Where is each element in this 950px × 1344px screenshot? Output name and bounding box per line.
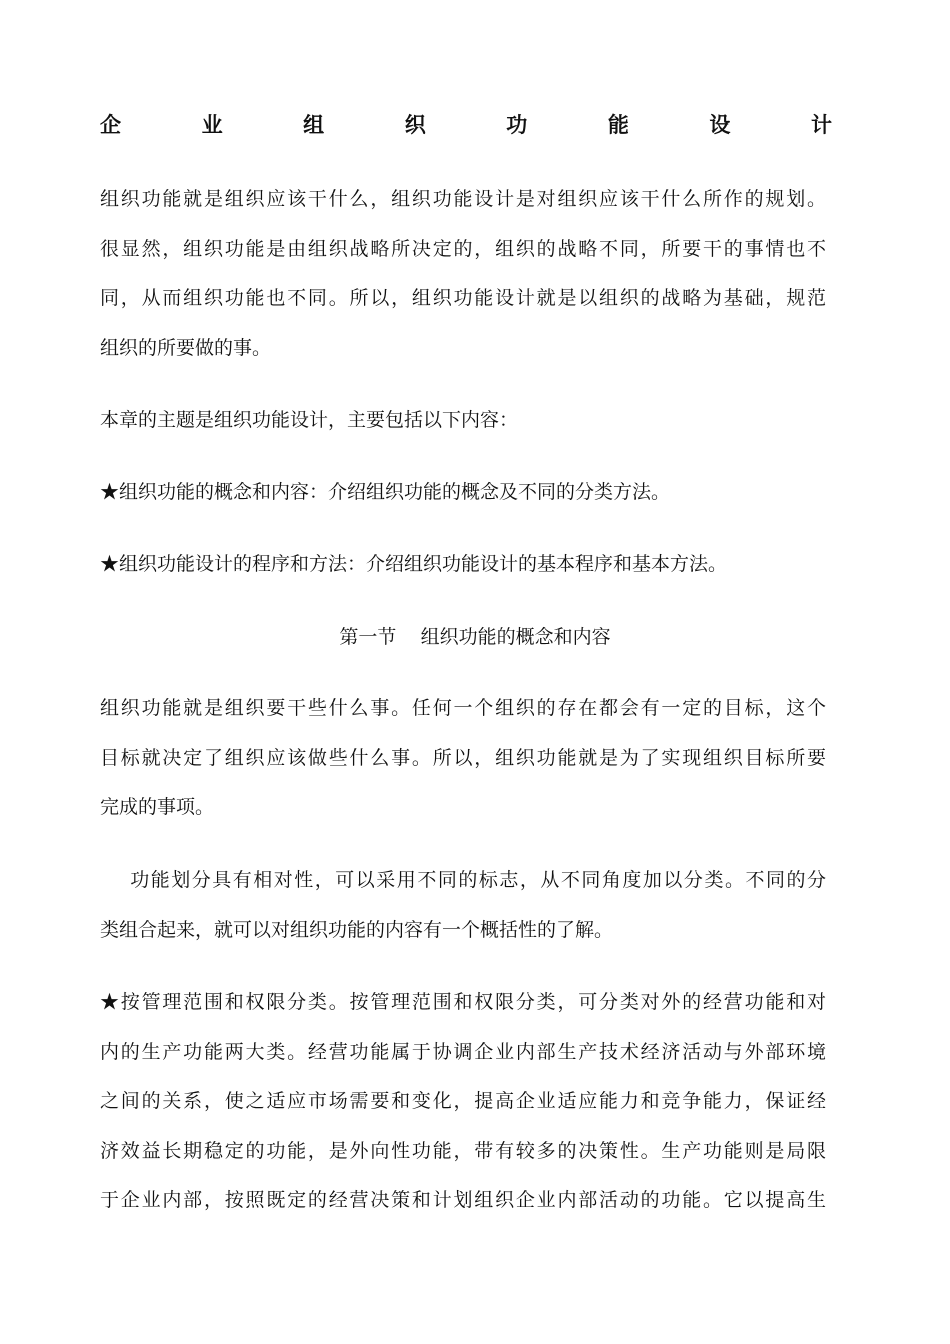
paragraph-line: 功能划分具有相对性，可以采用不同的标志，从不同角度加以分类。不同的分 bbox=[100, 869, 826, 891]
section-heading: 第一节 组织功能的概念和内容 bbox=[339, 626, 611, 648]
classification-paragraph bbox=[100, 856, 826, 955]
paragraph-line: 组织功能就是组织应该干什么，组织功能设计是对组织应该干什么所作的规划。 bbox=[100, 188, 826, 210]
title-char: 组 bbox=[303, 112, 325, 137]
title-char: 计 bbox=[810, 112, 832, 137]
paragraph-line: 之间的关系，使之适应市场需要和变化，提高企业适应能力和竞争能力，保证经 bbox=[100, 1090, 826, 1112]
title-char: 设 bbox=[709, 112, 731, 137]
bullet-item: ★组织功能的概念和内容：介绍组织功能的概念及不同的分类方法。 bbox=[100, 481, 671, 503]
title-char: 织 bbox=[404, 112, 426, 137]
title-char: 能 bbox=[607, 112, 629, 137]
paragraph-line: 济效益长期稳定的功能，是外向性功能，带有较多的决策性。生产功能则是局限 bbox=[100, 1139, 826, 1162]
title-char: 功 bbox=[506, 112, 528, 137]
intro-paragraph bbox=[100, 175, 826, 373]
title-char: 企 bbox=[100, 112, 121, 137]
document-title bbox=[100, 110, 832, 140]
paragraph-line: 同，从而组织功能也不同。所以，组织功能设计就是以组织的战略为基础，规范 bbox=[100, 287, 826, 309]
title-char: 业 bbox=[201, 112, 223, 137]
definition-paragraph bbox=[100, 684, 826, 833]
paragraph-line: 目标就决定了组织应该做些什么事。所以，组织功能就是为了实现组织目标所要 bbox=[100, 746, 826, 769]
paragraph-line: 完成的事项。 bbox=[100, 796, 215, 818]
paragraph-line: ★按管理范围和权限分类。按管理范围和权限分类，可分类对外的经营功能和对 bbox=[100, 991, 826, 1013]
paragraph-line: 组织的所要做的事。 bbox=[100, 336, 272, 359]
bullet-item: ★组织功能设计的程序和方法：介绍组织功能设计的基本程序和基本方法。 bbox=[100, 553, 728, 575]
paragraph-line: 于企业内部，按照既定的经营决策和计划组织企业内部活动的功能。它以提高生 bbox=[100, 1189, 826, 1211]
paragraph-line: 内的生产功能两大类。经营功能属于协调企业内部生产技术经济活动与外部环境 bbox=[100, 1040, 826, 1063]
paragraph-line: 很显然，组织功能是由组织战略所决定的，组织的战略不同，所要干的事情也不 bbox=[100, 237, 826, 260]
paragraph-line: 组织功能就是组织要干些什么事。任何一个组织的存在都会有一定的目标，这个 bbox=[100, 697, 826, 719]
management-paragraph bbox=[100, 978, 826, 1226]
paragraph-line: 类组合起来，就可以对组织功能的内容有一个概括性的了解。 bbox=[100, 918, 614, 941]
chapter-theme: 本章的主题是组织功能设计，主要包括以下内容： bbox=[100, 409, 519, 431]
